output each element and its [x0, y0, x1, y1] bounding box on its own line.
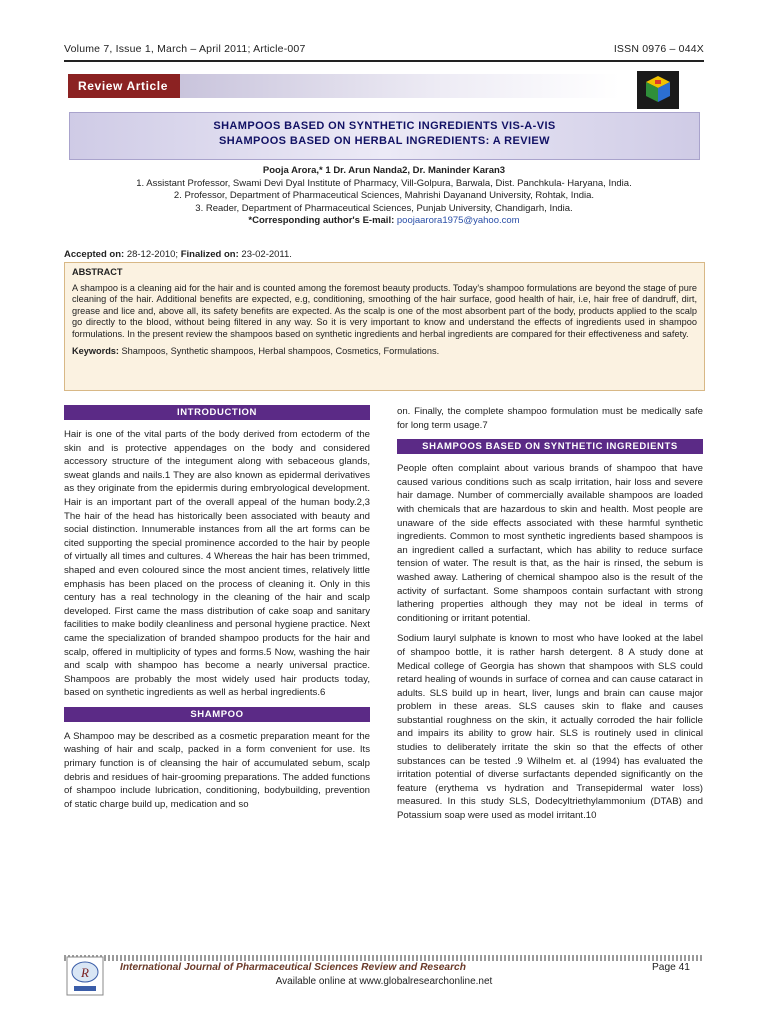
affiliation-2: 2. Professor, Department of Pharmaceutical Sciences, Mahrishi Dayanand University, Rohtak, India.: [173, 190, 595, 202]
continuation-paragraph: on. Finally, the complete shampoo formulation must be medically safe for long term usage.7: [397, 406, 703, 431]
abstract-box: [64, 262, 705, 391]
article-type-label: Review Article: [68, 74, 180, 98]
availability-label: Available online at: [275, 976, 357, 987]
svg-text:R: R: [81, 965, 89, 980]
synthetic-paragraph-1: People often complaint about various brands of shampoo that have caused various conditions such as scalp irritation, hair loss and severe hair damage. Number of commercially available shampoos are loaded with chemicals that are hazardous to skin and health. Most people are unaware of the side effects associated with these harmful synthetic ingredients. Common to most synthetic ingredients based shampoos is an ingredient called a surfactant, which has ability to reduce surface tension of water. The result is that, as the hair is rinsed, the sebum is washed away. Lathering of chemical shampoo also is the result of the activity of surfactant. Some shampoos contain surfactant with strong lathering properties although they may not be ideal in terms of conditioning or irritant potential.: [397, 463, 703, 624]
article-dates: [64, 249, 292, 260]
accepted-date: 28-12-2010;: [126, 249, 179, 260]
keywords-label: Keywords:: [72, 345, 119, 356]
label-banner: [180, 74, 620, 98]
title-line-1: SHAMPOOS BASED ON SYNTHETIC INGREDIENTS VIS-A-VIS: [213, 120, 556, 132]
author-names: Pooja Arora,* 1 Dr. Arun Nanda2, Dr. Maninder Karan3: [262, 165, 506, 176]
accepted-label: Accepted on:: [64, 249, 125, 260]
issn: ISSN 0976 – 044X: [613, 43, 704, 55]
introduction-paragraph: Hair is one of the vital parts of the body derived from ectoderm of the skin and is protective appendages on the body and considered accessory structure of the integument along with sebaceous glands, sweat glands and nails.1 They are also known as epidermal derivatives as they originate from the epidermis during embryological development. Hair is an important part of the overall appeal of the human body.2,3 The hair of the head has historically been associated with beauty and social distinction. Innumerable instances from all the art forms can be cited supporting the special prominence accorded to the hair by people of virtually all times and cultures. 4 Whereas the hair has been trimmed, shaped and even coloured since the most ancient times, relatively little emphasis has been placed on the process of cleaning it. Only in this century has a real technology in the cleaning of the hair and scalp developed. First came the mass distribution of cake soap and sanitary facilities to make bodily cleanliness and personal hygiene practice. Next came the specialization of branded shampoo products for the hair and scalp, offered in multiplicity of types and forms.5 Now, washing the hair and scalp with shampoo has become a nearly universal practice. Shampoos are probably the most widely used hair products today, based on synthetic ingredients as well as herbal ingredients.6: [64, 429, 370, 699]
abstract-body: A shampoo is a cleaning aid for the hair and is counted among the foremost beauty products. Today's shampoo formulations are beyond the stage of pure cleaning of the hair. Additional benefits are expected, e.g, conditioning, smoothing of the hair surface, good health of hair, i.e, hair free of dandruff, dirt, grease and lice and, above all, its safety benefits are expected. As the scalp is one of the most absorbent part of the body, products applied to the scalp go directly to the blood, without being filtered in any way. So it is very important to know and understand the effects of ingredients used in shampoo formulations. In the present review the shampoos based on synthetic ingredients and herbal ingredients are compared for their effectiveness and safety.: [72, 282, 697, 339]
left-column: [64, 405, 370, 818]
page-number: Page 41: [652, 962, 690, 973]
section-heading-shampoo: SHAMPOO: [64, 707, 370, 722]
volume-info: Volume 7, Issue 1, March – April 2011; Article-007: [64, 43, 306, 55]
footer-availability: [0, 976, 768, 987]
section-heading-introduction: INTRODUCTION: [64, 405, 370, 420]
corresponding-author: [64, 215, 704, 227]
synthetic-paragraph-2: Sodium lauryl sulphate is known to most who have looked at the label of shampoo bottle, it is rather harsh detergent. 8 A study done at Medical college of Georgia has shown that shampoos with SLS could retard healing of wounds in surface of cornea and can cause cataract in adults. SLS build up in heart, liver, lungs and brain can cause major problem in these areas. SLS causes skin to flake and causes substantial roughness on the skin, it actually corroded the hair follicle and impairs its ability to grow hair. SLS is routinely used in clinical studies to deliberately irritate the skin so that the effects of other substances can be tested .9 Wilhelm et. al (1994) has evaluated the irritation potential of diverse surfactants depended significantly on the feature (erythema vs hydration and Transepidermal water loss) measured. In this study SLS, Dodecyltriethylammonium (DTAB) and Potassium soap were used as model irritant.10: [397, 633, 703, 822]
journal-logo: [636, 70, 680, 110]
article-title: [69, 112, 700, 160]
affiliation-1: 1. Assistant Professor, Swami Devi Dyal Institute of Pharmacy, Vill-Golpura, Barwala, Dist. Panchkula- Haryana, India.: [136, 178, 632, 190]
website-link[interactable]: www.globalresearchonline.net: [359, 976, 493, 987]
abstract-heading: ABSTRACT: [72, 267, 123, 277]
section-heading-synthetic: SHAMPOOS BASED ON SYNTHETIC INGREDIENTS: [397, 439, 703, 454]
footer-divider: [64, 955, 704, 961]
affiliation-3: 3. Reader, Department of Pharmaceutical Sciences, Punjab University, Chandigarh, India.: [195, 202, 573, 214]
corresponding-label: *Corresponding author's E-mail:: [248, 214, 395, 226]
keywords: [72, 346, 697, 358]
finalized-date: 23-02-2011.: [241, 249, 292, 260]
finalized-label: Finalized on:: [180, 249, 239, 260]
footer-journal-name: International Journal of Pharmaceutical Sciences Review and Research: [120, 962, 466, 973]
shampoo-paragraph: A Shampoo may be described as a cosmetic preparation meant for the washing of hair and scalp, packed in a form convenient for use. Its primary function is of cleansing the hair of accumulated sebum, scalp debris and residues of hair-grooming preparations. The added functions of shampoo include lubrication, conditioning, bodybuilding, prevention of static charge build up, medication and so: [64, 730, 370, 810]
author-block: [64, 165, 704, 227]
header-divider: [64, 60, 704, 62]
corresponding-email[interactable]: poojaarora1975@yahoo.com: [396, 214, 520, 226]
running-header: [64, 43, 704, 55]
title-line-2: SHAMPOOS BASED ON HERBAL INGREDIENTS: A REVIEW: [219, 135, 550, 147]
right-column: [397, 405, 703, 830]
keywords-list: Shampoos, Synthetic shampoos, Herbal shampoos, Cosmetics, Formulations.: [121, 345, 440, 356]
